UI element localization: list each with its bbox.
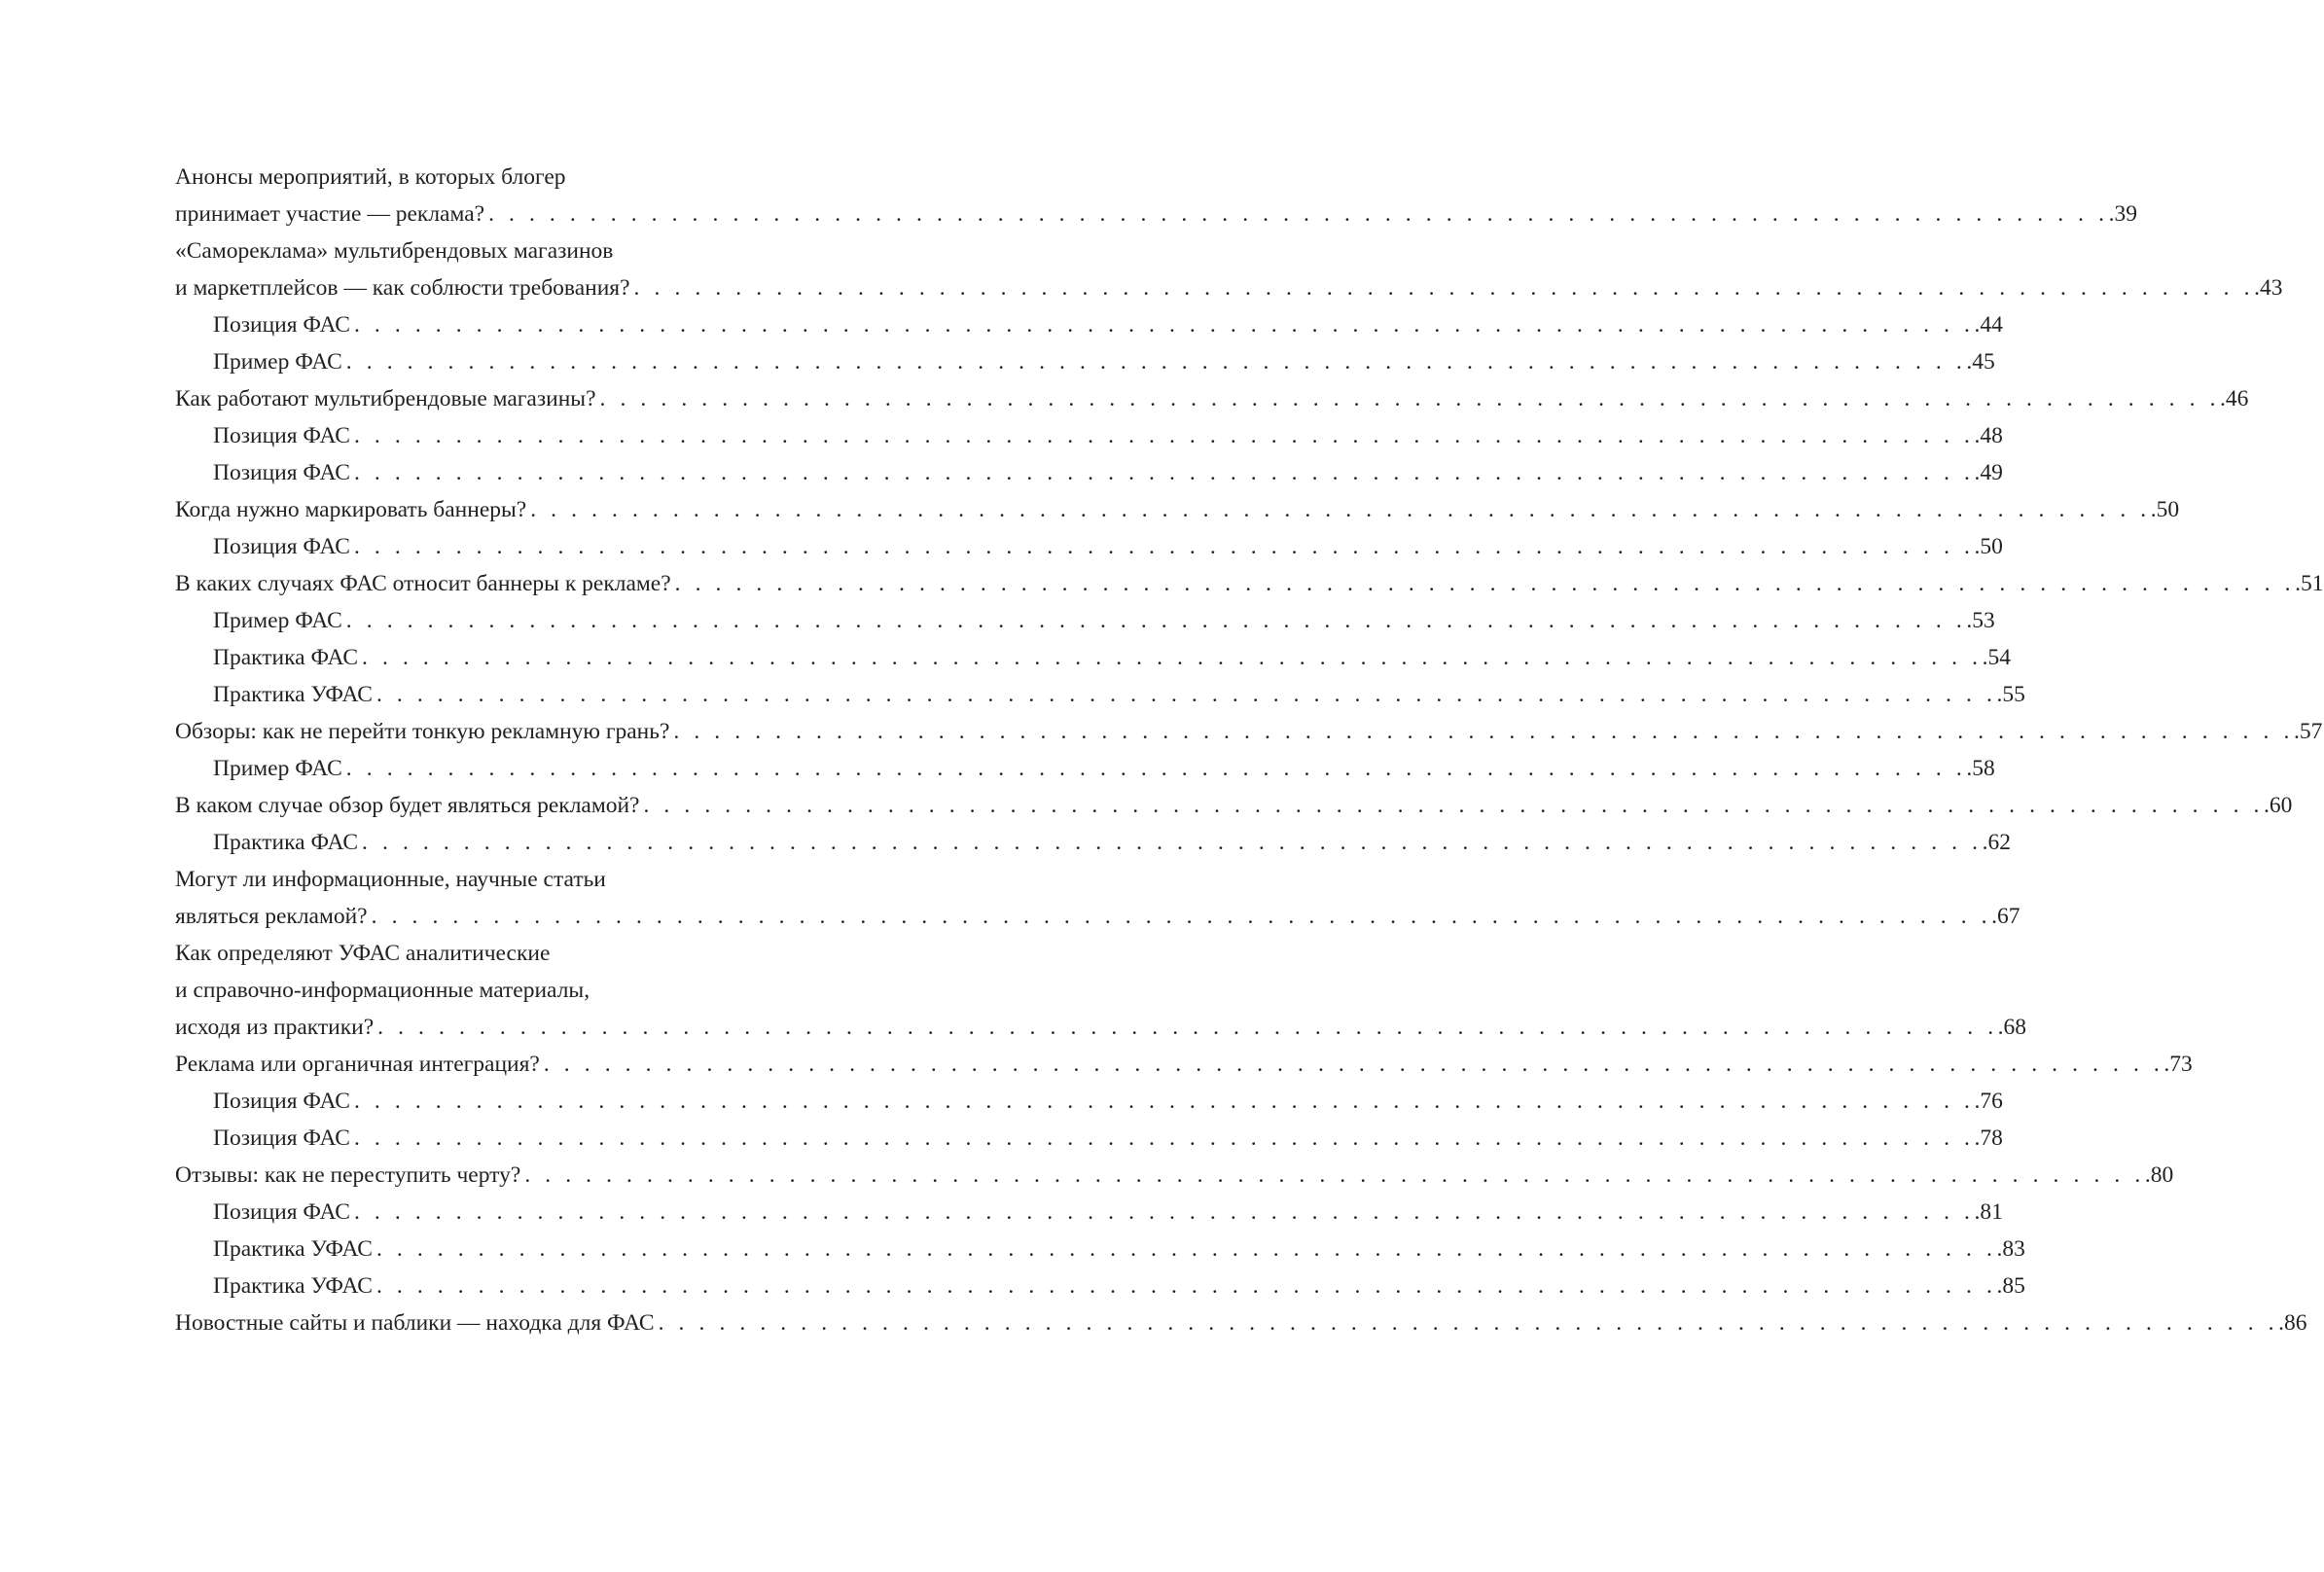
- toc-entry-title: Пример ФАС: [213, 349, 342, 375]
- toc-page-number: .45: [1966, 349, 1995, 375]
- toc-entry-line: [175, 750, 1995, 787]
- toc-page-number: .83: [1996, 1236, 2025, 1262]
- dot-leader: . . . . . . . . . . . . . . . . . . . . . . . . . . . . . . . . . . . . . . . . . . . . . . . . . . . . . . . . . . . . . . . . . . . . . . . . . . . . . . . .: [488, 201, 2109, 227]
- toc-entry-title: Практика УФАС: [213, 1236, 373, 1262]
- toc-entry-title: и справочно-информационные материалы,: [175, 978, 590, 1003]
- toc-entry-title: Позиция ФАС: [213, 460, 350, 485]
- toc-entry-title: Анонсы мероприятий, в которых блогер: [175, 164, 566, 190]
- dot-leader: . . . . . . . . . . . . . . . . . . . . . . . . . . . . . . . . . . . . . . . . . . . . . . . . . . . . . . . . . . . . . . . . . . . . . . . . . . . . . . . .: [530, 497, 2151, 522]
- toc-entry[interactable]: [175, 1268, 2025, 1304]
- toc-page-number: .46: [2220, 386, 2249, 411]
- toc-entry-line: [175, 1083, 2003, 1120]
- dot-leader: . . . . . . . . . . . . . . . . . . . . . . . . . . . . . . . . . . . . . . . . . . . . . . . . . . . . . . . . . . . . . . . . . . . . . . . . . . . . . . . .: [673, 719, 2294, 744]
- toc-entry[interactable]: [175, 232, 2283, 306]
- toc-page-number: .53: [1966, 608, 1995, 633]
- toc-entry-title: В каких случаях ФАС относит баннеры к рекламе?: [175, 571, 671, 596]
- toc-page-number: .68: [1997, 1015, 2027, 1040]
- dot-leader: . . . . . . . . . . . . . . . . . . . . . . . . . . . . . . . . . . . . . . . . . . . . . . . . . . . . . . . . . . . . . . . . . . . . . . . . . . . . . . . .: [345, 608, 1967, 633]
- toc-entry-title: Как определяют УФАС аналитические: [175, 941, 551, 966]
- toc-entry-line: [175, 1231, 2025, 1268]
- toc-entry[interactable]: [175, 676, 2025, 713]
- toc-page-number: .85: [1996, 1273, 2025, 1299]
- toc-entry-line: [175, 565, 2324, 602]
- toc-page-number: .57: [2293, 719, 2323, 744]
- dot-leader: . . . . . . . . . . . . . . . . . . . . . . . . . . . . . . . . . . . . . . . . . . . . . . . . . . . . . . . . . . . . . . . . . . . . . . . . . . . . . . . .: [371, 904, 1992, 929]
- toc-entry[interactable]: [175, 1083, 2003, 1120]
- dot-leader: . . . . . . . . . . . . . . . . . . . . . . . . . . . . . . . . . . . . . . . . . . . . . . . . . . . . . . . . . . . . . . . . . . . . . . . . . . . . . . . .: [353, 460, 1975, 485]
- toc-page-number: .51: [2295, 571, 2324, 596]
- toc-entry[interactable]: [175, 1304, 2307, 1341]
- toc-entry-title: Пример ФАС: [213, 608, 342, 633]
- toc-entry[interactable]: [175, 602, 1995, 639]
- toc-page-number: .43: [2254, 275, 2283, 301]
- toc-entry[interactable]: [175, 1231, 2025, 1268]
- toc-page-number: .86: [2278, 1310, 2307, 1336]
- toc-page-number: .76: [1974, 1089, 2003, 1114]
- toc-page-number: .80: [2144, 1162, 2174, 1188]
- toc-entry-line: [175, 935, 789, 972]
- toc-entry-title: Практика ФАС: [213, 830, 359, 855]
- toc-entry-line: [175, 972, 789, 1009]
- toc-entry-line: [175, 713, 2323, 750]
- dot-leader: . . . . . . . . . . . . . . . . . . . . . . . . . . . . . . . . . . . . . . . . . . . . . . . . . . . . . . . . . . . . . . . . . . . . . . . . . . . . . . . .: [353, 423, 1975, 448]
- dot-leader: . . . . . . . . . . . . . . . . . . . . . . . . . . . . . . . . . . . . . . . . . . . . . . . . . . . . . . . . . . . . . . . . . . . . . . . . . . . . . . . .: [377, 1015, 1998, 1040]
- toc-entry-line: [175, 232, 789, 269]
- toc-entry-line: [175, 528, 2003, 565]
- toc-entry-title: Реклама или органичная интеграция?: [175, 1052, 540, 1077]
- toc-entry-line: [175, 417, 2003, 454]
- toc-entry-title: исходя из практики?: [175, 1015, 375, 1040]
- toc-entry-title: Практика ФАС: [213, 645, 359, 670]
- toc-entry[interactable]: [175, 491, 2180, 528]
- toc-entry-line: [175, 269, 2283, 306]
- dot-leader: . . . . . . . . . . . . . . . . . . . . . . . . . . . . . . . . . . . . . . . . . . . . . . . . . . . . . . . . . . . . . . . . . . . . . . . . . . . . . . . .: [375, 682, 1997, 707]
- toc-entry-line: [175, 639, 2011, 676]
- toc-entry-line: [175, 196, 2137, 232]
- toc-entry-title: Отзывы: как не переступить черту?: [175, 1162, 521, 1188]
- toc-entry[interactable]: [175, 454, 2003, 491]
- dot-leader: . . . . . . . . . . . . . . . . . . . . . . . . . . . . . . . . . . . . . . . . . . . . . . . . . . . . . . . . . . . . . . . . . . . . . . . . . . . . . . . .: [375, 1273, 1997, 1299]
- toc-entry[interactable]: [175, 824, 2011, 861]
- toc-entry-title: Позиция ФАС: [213, 423, 350, 448]
- dot-leader: . . . . . . . . . . . . . . . . . . . . . . . . . . . . . . . . . . . . . . . . . . . . . . . . . . . . . . . . . . . . . . . . . . . . . . . . . . . . . . . .: [599, 386, 2221, 411]
- toc-entry-line: [175, 491, 2180, 528]
- dot-leader: . . . . . . . . . . . . . . . . . . . . . . . . . . . . . . . . . . . . . . . . . . . . . . . . . . . . . . . . . . . . . . . . . . . . . . . . . . . . . . . .: [543, 1052, 2164, 1077]
- toc-entry-line: [175, 159, 789, 196]
- toc-page-number: .81: [1974, 1199, 2003, 1225]
- toc-entry-line: [175, 1120, 2003, 1157]
- dot-leader: . . . . . . . . . . . . . . . . . . . . . . . . . . . . . . . . . . . . . . . . . . . . . . . . . . . . . . . . . . . . . . . . . . . . . . . . . . . . . . . .: [633, 275, 2255, 301]
- toc-entry-line: [175, 898, 2020, 935]
- toc-entry[interactable]: [175, 565, 2324, 602]
- toc-entry-line: [175, 343, 1995, 380]
- toc-entry-title: являться рекламой?: [175, 904, 368, 929]
- toc-entry-title: Позиция ФАС: [213, 534, 350, 559]
- toc-entry[interactable]: [175, 417, 2003, 454]
- dot-leader: . . . . . . . . . . . . . . . . . . . . . . . . . . . . . . . . . . . . . . . . . . . . . . . . . . . . . . . . . . . . . . . . . . . . . . . . . . . . . . . .: [345, 756, 1967, 781]
- table-of-contents: [175, 159, 2324, 1341]
- dot-leader: . . . . . . . . . . . . . . . . . . . . . . . . . . . . . . . . . . . . . . . . . . . . . . . . . . . . . . . . . . . . . . . . . . . . . . . . . . . . . . . .: [353, 534, 1975, 559]
- dot-leader: . . . . . . . . . . . . . . . . . . . . . . . . . . . . . . . . . . . . . . . . . . . . . . . . . . . . . . . . . . . . . . . . . . . . . . . . . . . . . . . .: [362, 645, 1983, 670]
- toc-page-number: .55: [1996, 682, 2025, 707]
- dot-leader: . . . . . . . . . . . . . . . . . . . . . . . . . . . . . . . . . . . . . . . . . . . . . . . . . . . . . . . . . . . . . . . . . . . . . . . . . . . . . . . .: [345, 349, 1967, 375]
- toc-entry-line: [175, 676, 2025, 713]
- toc-page-number: .62: [1982, 830, 2011, 855]
- toc-entry-title: Позиция ФАС: [213, 1125, 350, 1151]
- toc-page-number: .49: [1974, 460, 2003, 485]
- toc-entry-title: В каком случае обзор будет являться рекламой?: [175, 793, 640, 818]
- toc-entry[interactable]: [175, 750, 1995, 787]
- dot-leader: . . . . . . . . . . . . . . . . . . . . . . . . . . . . . . . . . . . . . . . . . . . . . . . . . . . . . . . . . . . . . . . . . . . . . . . . . . . . . . . .: [375, 1236, 1997, 1262]
- toc-entry[interactable]: [175, 1120, 2003, 1157]
- toc-entry-line: [175, 787, 2293, 824]
- toc-entry-title: «Самореклама» мультибрендовых магазинов: [175, 238, 614, 264]
- toc-entry[interactable]: [175, 639, 2011, 676]
- toc-entry[interactable]: [175, 1194, 2003, 1231]
- toc-entry[interactable]: [175, 861, 2020, 935]
- dot-leader: . . . . . . . . . . . . . . . . . . . . . . . . . . . . . . . . . . . . . . . . . . . . . . . . . . . . . . . . . . . . . . . . . . . . . . . . . . . . . . . .: [643, 793, 2265, 818]
- toc-entry-line: [175, 306, 2003, 343]
- toc-page-number: .39: [2108, 201, 2137, 227]
- toc-entry-title: принимает участие — реклама?: [175, 201, 485, 227]
- toc-entry-title: Практика УФАС: [213, 682, 373, 707]
- toc-entry[interactable]: [175, 1157, 2174, 1194]
- toc-page-number: .58: [1966, 756, 1995, 781]
- toc-page-number: .48: [1974, 423, 2003, 448]
- toc-page-number: .50: [1974, 534, 2003, 559]
- toc-entry-line: [175, 861, 789, 898]
- dot-leader: . . . . . . . . . . . . . . . . . . . . . . . . . . . . . . . . . . . . . . . . . . . . . . . . . . . . . . . . . . . . . . . . . . . . . . . . . . . . . . . .: [658, 1310, 2279, 1336]
- toc-entry-title: Как работают мультибрендовые магазины?: [175, 386, 596, 411]
- toc-entry-title: Пример ФАС: [213, 756, 342, 781]
- toc-page-number: .73: [2163, 1052, 2193, 1077]
- toc-entry[interactable]: [175, 343, 1995, 380]
- toc-entry-line: [175, 1157, 2174, 1194]
- toc-entry-line: [175, 1268, 2025, 1304]
- toc-entry-title: и маркетплейсов — как соблюсти требования?: [175, 275, 630, 301]
- toc-entry-title: Обзоры: как не перейти тонкую рекламную грань?: [175, 719, 670, 744]
- toc-entry-line: [175, 1046, 2193, 1083]
- toc-entry-line: [175, 1194, 2003, 1231]
- toc-entry[interactable]: [175, 528, 2003, 565]
- toc-page-number: .78: [1974, 1125, 2003, 1151]
- toc-entry-title: Позиция ФАС: [213, 1199, 350, 1225]
- toc-page-number: .67: [1991, 904, 2020, 929]
- toc-entry-line: [175, 602, 1995, 639]
- dot-leader: . . . . . . . . . . . . . . . . . . . . . . . . . . . . . . . . . . . . . . . . . . . . . . . . . . . . . . . . . . . . . . . . . . . . . . . . . . . . . . . .: [674, 571, 2296, 596]
- toc-entry-title: Позиция ФАС: [213, 1089, 350, 1114]
- toc-entry[interactable]: [175, 787, 2293, 824]
- toc-entry-title: Практика УФАС: [213, 1273, 373, 1299]
- toc-entry[interactable]: [175, 935, 2027, 1046]
- dot-leader: . . . . . . . . . . . . . . . . . . . . . . . . . . . . . . . . . . . . . . . . . . . . . . . . . . . . . . . . . . . . . . . . . . . . . . . . . . . . . . . .: [353, 1199, 1975, 1225]
- dot-leader: . . . . . . . . . . . . . . . . . . . . . . . . . . . . . . . . . . . . . . . . . . . . . . . . . . . . . . . . . . . . . . . . . . . . . . . . . . . . . . . .: [353, 1089, 1975, 1114]
- toc-entry-line: [175, 824, 2011, 861]
- toc-entry[interactable]: [175, 159, 2137, 232]
- toc-entry[interactable]: [175, 306, 2003, 343]
- toc-page-number: .60: [2264, 793, 2293, 818]
- toc-page-number: .54: [1982, 645, 2011, 670]
- toc-entry[interactable]: [175, 1046, 2193, 1083]
- toc-page-number: .44: [1974, 312, 2003, 338]
- dot-leader: . . . . . . . . . . . . . . . . . . . . . . . . . . . . . . . . . . . . . . . . . . . . . . . . . . . . . . . . . . . . . . . . . . . . . . . . . . . . . . . .: [362, 830, 1983, 855]
- toc-entry[interactable]: [175, 713, 2323, 750]
- dot-leader: . . . . . . . . . . . . . . . . . . . . . . . . . . . . . . . . . . . . . . . . . . . . . . . . . . . . . . . . . . . . . . . . . . . . . . . . . . . . . . . .: [524, 1162, 2145, 1188]
- dot-leader: . . . . . . . . . . . . . . . . . . . . . . . . . . . . . . . . . . . . . . . . . . . . . . . . . . . . . . . . . . . . . . . . . . . . . . . . . . . . . . . .: [353, 312, 1975, 338]
- toc-entry-title: Могут ли информационные, научные статьи: [175, 867, 606, 892]
- toc-entry[interactable]: [175, 380, 2249, 417]
- toc-entry-title: Позиция ФАС: [213, 312, 350, 338]
- toc-entry-line: [175, 380, 2249, 417]
- dot-leader: . . . . . . . . . . . . . . . . . . . . . . . . . . . . . . . . . . . . . . . . . . . . . . . . . . . . . . . . . . . . . . . . . . . . . . . . . . . . . . . .: [353, 1125, 1975, 1151]
- toc-entry-line: [175, 1009, 2027, 1046]
- toc-entry-line: [175, 1304, 2307, 1341]
- toc-entry-title: Когда нужно маркировать баннеры?: [175, 497, 527, 522]
- toc-entry-title: Новостные сайты и паблики — находка для ФАС: [175, 1310, 655, 1336]
- toc-entry-line: [175, 454, 2003, 491]
- toc-page-number: .50: [2150, 497, 2180, 522]
